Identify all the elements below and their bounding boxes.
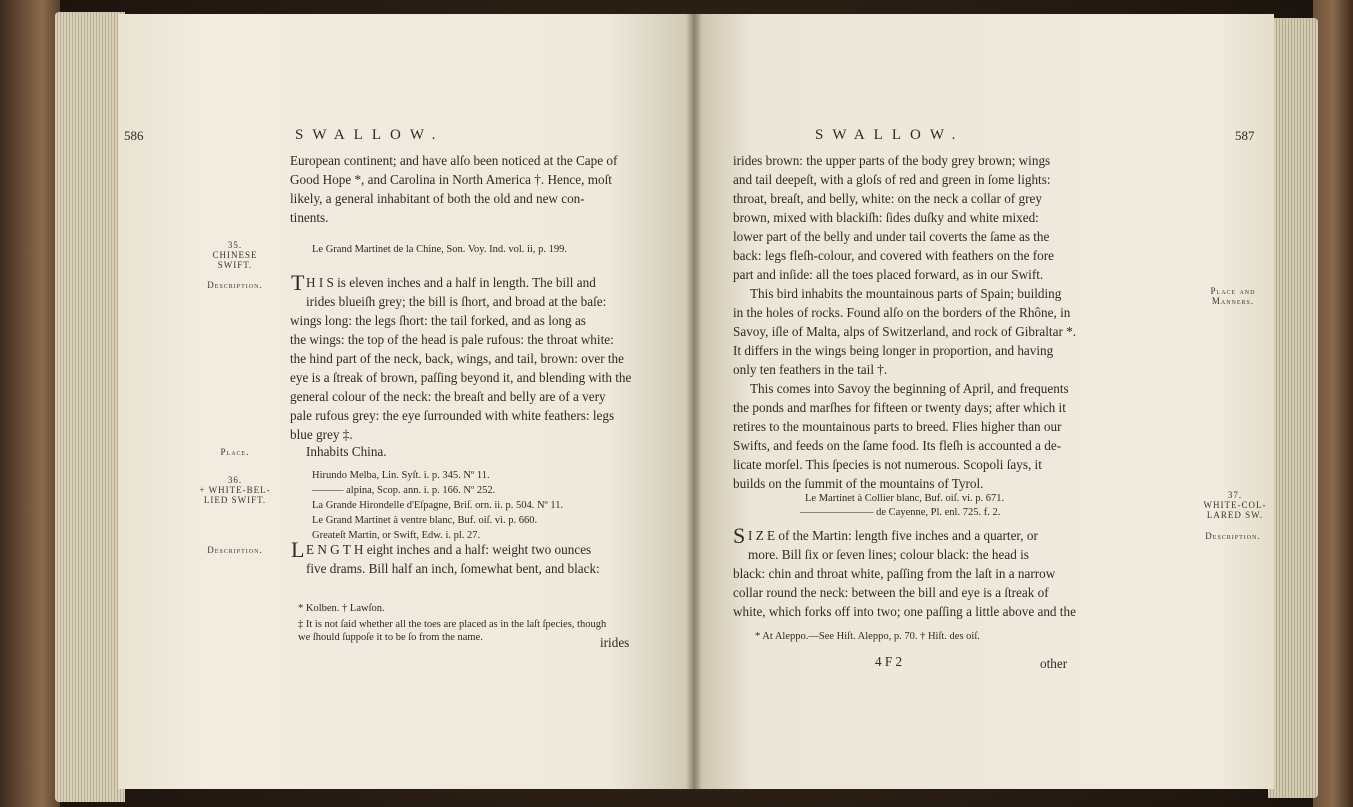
body-line: in the holes of rocks. Found alſo on the borders of the Rhône, in: [733, 305, 1071, 320]
drop-cap: L: [291, 537, 305, 562]
description-line: blue grey ‡.: [290, 427, 353, 442]
place-manners-label: Manners.: [1211, 296, 1255, 306]
description-line: I Z E of the Martin: length five inches and a quarter, or: [748, 528, 1038, 543]
footnote-line: we ſhould ſuppoſe it to be ſo from the name.: [298, 632, 483, 643]
gutter-shadow: [686, 14, 702, 789]
reference-line: Greateſt Martin, or Swift, Edw. i. pl. 27.: [312, 530, 481, 541]
signature-mark: 4 F 2: [875, 654, 903, 669]
footnote-line: * Kolben. † Lawſon.: [298, 603, 385, 614]
entry-number-35: 35.: [227, 240, 243, 250]
reference-line: Le Martinet à Collier blanc, Buf. oiſ. vi. p. 671.: [805, 493, 1005, 504]
description-label: Description.: [1205, 531, 1261, 541]
running-head-right: SWALLOW.: [815, 127, 965, 143]
description-line: wings long: the legs ſhort: the tail forked, and as long as: [290, 313, 586, 328]
body-line: This bird inhabits the mountainous parts of Spain; building: [750, 286, 1062, 301]
left-page-edges: [55, 12, 125, 802]
body-line: retires to the mountainous parts to breed. Flies higher than our: [733, 419, 1062, 434]
place-text: Inhabits China.: [306, 444, 387, 459]
description-line: irides blueiſh grey; the bill is ſhort, and broad at the baſe:: [306, 294, 607, 309]
reference-line: ——————— de Cayenne, Pl. enl. 725. f. 2.: [800, 507, 1001, 518]
running-head-left: SWALLOW.: [295, 127, 445, 143]
left-cover: [0, 0, 60, 807]
body-line: back: legs fleſh-colour, and covered with feathers on the fore: [733, 248, 1054, 263]
description-line: E N G T H eight inches and a half: weight two ounces: [306, 542, 592, 557]
description-line: collar round the neck: between the bill and eye is a ſtreak of: [733, 585, 1049, 600]
description-line: H I S is eleven inches and a half in length. The bill and: [306, 275, 596, 290]
body-line: Savoy, iſle of Malta, alps of Switzerland, and rock of Gibraltar *.: [733, 324, 1077, 339]
description-line: five drams. Bill half an inch, ſomewhat bent, and black:: [306, 561, 600, 576]
species-name-line: WHITE-COL-: [1203, 500, 1267, 510]
body-line: and tail deepeſt, with a gloſs of red and green in ſome lights:: [733, 172, 1051, 187]
species-name-line: LIED SWIFT.: [203, 495, 267, 505]
catchword: other: [1040, 656, 1068, 671]
body-line: It differs in the wings being longer in proportion, and having: [733, 343, 1054, 358]
description-line: the wings: the top of the head is pale rufous: the throat white:: [290, 332, 614, 347]
footnote-line: * At Aleppo.—See Hiſt. Aleppo, p. 70. † Hiſt. des oiſ.: [755, 631, 980, 642]
intro-line: likely, a general inhabitant of both the old and new con-: [290, 191, 585, 206]
place-label: Place.: [220, 447, 250, 457]
intro-line: European continent; and have alſo been noticed at the Cape of: [290, 153, 618, 168]
description-line: eye is a ſtreak of brown, paſſing beyond it, and blending with the: [290, 370, 632, 385]
description-label: Description.: [207, 280, 263, 290]
description-line: the hind part of the neck, back, wings, and tail, brown: over the: [290, 351, 624, 366]
place-manners-label: Place and: [1210, 286, 1256, 296]
species-name-line: SWIFT.: [217, 260, 253, 270]
description-line: white, which forks off into two; one paſſing a little above and the: [733, 604, 1076, 619]
description-line: black: chin and throat white, paſſing from the laſt in a narrow: [733, 566, 1056, 581]
reference-line: ——— alpina, Scop. ann. i. p. 166. Nº 252.: [312, 485, 496, 496]
body-line: licate morſel. This ſpecies is not numerous. Scopoli ſays, it: [733, 457, 1042, 472]
page-number-right: 587: [1235, 128, 1255, 143]
page-number-left: 586: [124, 128, 144, 143]
reference-line: Le Grand Martinet à ventre blanc, Buf. oiſ. vi. p. 660.: [312, 515, 538, 526]
reference-line: Hirundo Melba, Lin. Syſt. i. p. 345. Nº 11.: [312, 470, 490, 481]
right-page-edges: [1268, 18, 1318, 798]
species-name-line: LARED SW.: [1206, 510, 1264, 520]
body-line: builds on the ſummit of the mountains of Tyrol.: [733, 476, 984, 491]
description-line: more. Bill ſix or ſeven lines; colour black: the head is: [748, 547, 1029, 562]
right-cover: [1313, 0, 1353, 807]
body-line: only ten feathers in the tail †.: [733, 362, 888, 377]
reference-line: Le Grand Martinet de la Chine, Son. Voy. Ind. vol. ii, p. 199.: [312, 244, 567, 255]
entry-number-37: 37.: [1227, 490, 1243, 500]
body-line: This comes into Savoy the beginning of April, and frequents: [750, 381, 1069, 396]
species-name-line: + WHITE-BEL-: [199, 485, 271, 495]
drop-cap: S: [733, 523, 746, 548]
description-label: Description.: [207, 545, 263, 555]
intro-line: Good Hope *, and Carolina in North America †. Hence, moſt: [290, 172, 612, 187]
body-line: throat, breaſt, and belly, white: on the neck a collar of grey: [733, 191, 1042, 206]
body-line: the ponds and marſhes for fifteen or twenty days; after which it: [733, 400, 1066, 415]
catchword: irides: [600, 635, 630, 650]
description-line: general colour of the neck: the breaſt and belly are of a very: [290, 389, 606, 404]
species-name-line: CHINESE: [212, 250, 258, 260]
footnote-line: ‡ It is not ſaid whether all the toes are placed as in the laſt ſpecies, though: [298, 619, 607, 630]
body-line: brown, mixed with blackiſh: ſides duſky and white mixed:: [733, 210, 1039, 225]
body-line: Swifts, and feeds on the ſame food. Its fleſh is accounted a de-: [733, 438, 1062, 453]
reference-line: La Grande Hirondelle d'Eſpagne, Briſ. orn. ii. p. 504. Nº 11.: [312, 500, 564, 511]
body-line: irides brown: the upper parts of the body grey brown; wings: [733, 153, 1051, 168]
body-line: lower part of the belly and under tail coverts the ſame as the: [733, 229, 1050, 244]
drop-cap: T: [291, 270, 305, 295]
intro-line: tinents.: [290, 210, 329, 225]
entry-number-36: 36.: [227, 475, 243, 485]
body-line: part and inſide: all the toes placed forward, as in our Swift.: [733, 267, 1044, 282]
description-line: pale rufous grey: the eye ſurrounded with white feathers: legs: [290, 408, 615, 423]
